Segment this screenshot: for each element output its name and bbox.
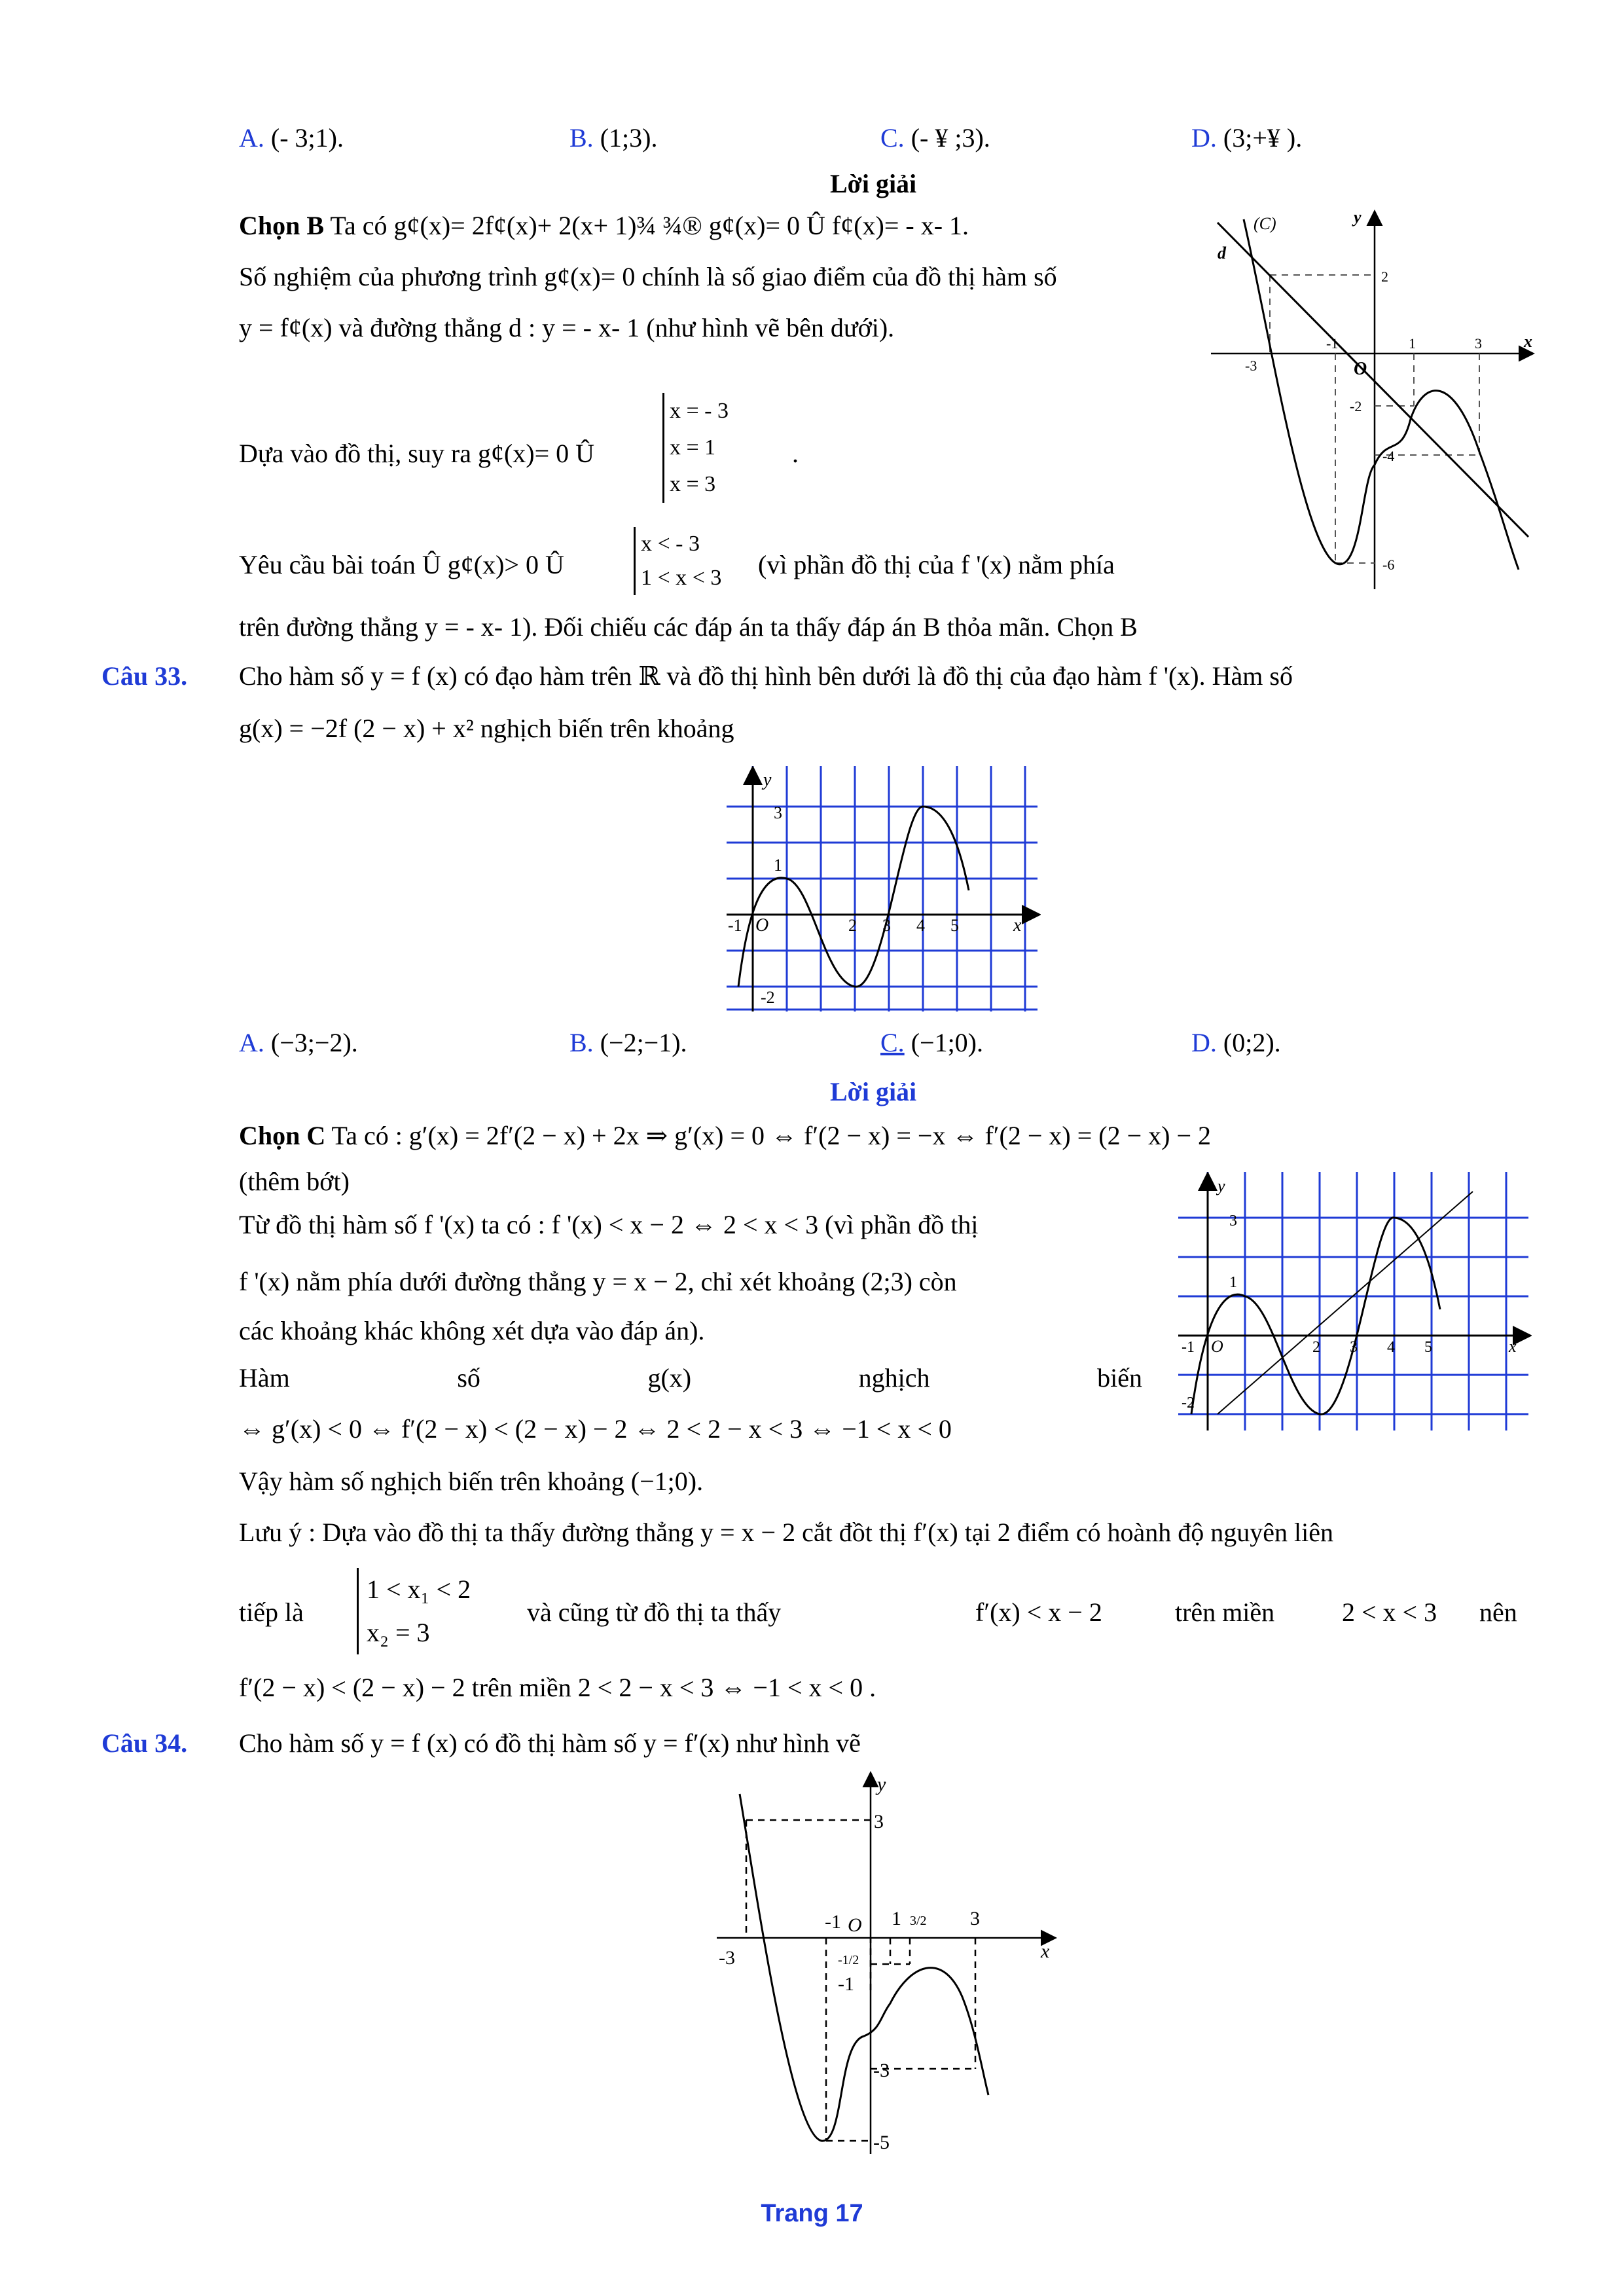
page-footer: Trang 17 bbox=[761, 2200, 863, 2227]
svg-text:3: 3 bbox=[774, 803, 782, 822]
q32-line-label: d bbox=[1218, 244, 1226, 263]
q33-s10d: trên miền bbox=[1175, 1597, 1275, 1627]
q34-label: Câu 34. bbox=[101, 1728, 188, 1758]
svg-text:x: x bbox=[1013, 915, 1022, 936]
q32-graph bbox=[1204, 203, 1538, 596]
svg-text:5: 5 bbox=[950, 916, 959, 935]
svg-text:-2: -2 bbox=[1350, 398, 1362, 414]
svg-text:1: 1 bbox=[1409, 335, 1416, 352]
svg-text:O: O bbox=[1211, 1337, 1223, 1356]
svg-text:5: 5 bbox=[1424, 1339, 1432, 1356]
q32-line-d bbox=[1218, 223, 1528, 537]
svg-text:y: y bbox=[1354, 208, 1362, 227]
q33-answer-a: A. (−3;−2). bbox=[239, 1028, 358, 1057]
q33-s9: Lưu ý : Dựa vào đồ thị ta thấy đường thẳng y = x − 2 cắt đồt thị f′(x) tại 2 điểm có hoành độ nguyên liên bbox=[239, 1518, 1333, 1547]
q34-stem: Cho hàm số y = f (x) có đồ thị hàm số y = f′(x) như hình vẽ bbox=[239, 1728, 861, 1758]
q32-answer-d: D. (3;+¥ ). bbox=[1191, 123, 1303, 153]
q33-stem2: g(x) = −2f (2 − x) + x² nghịch biến trên khoảng bbox=[239, 714, 734, 743]
q33-s10f: nên bbox=[1479, 1597, 1517, 1627]
q32-line2: Số nghiệm của phương trình g¢(x)= 0 chính là số giao điểm của đồ thị hàm số bbox=[239, 262, 1057, 291]
svg-text:x: x bbox=[1509, 1337, 1517, 1356]
svg-text:-4: -4 bbox=[1382, 448, 1395, 464]
q32-answer-b: B. (1;3). bbox=[569, 123, 658, 153]
q33-answer-d: D. (0;2). bbox=[1191, 1028, 1281, 1057]
svg-text:-5: -5 bbox=[873, 2132, 890, 2153]
q33-answer-c: C. (−1;0). bbox=[880, 1028, 983, 1057]
svg-text:y: y bbox=[763, 770, 772, 790]
svg-text:3/2: 3/2 bbox=[910, 1914, 927, 1928]
svg-text:-1: -1 bbox=[728, 916, 742, 935]
q33-s8: Vậy hàm số nghịch biến trên khoảng (−1;0). bbox=[239, 1467, 704, 1496]
q32-line4-cases: x = - 3 x = 1 x = 3 bbox=[662, 393, 729, 503]
svg-text:x: x bbox=[1524, 332, 1532, 351]
q32-answer-a: A. (- 3;1). bbox=[239, 123, 344, 153]
q32-solution-title: Lời giải bbox=[830, 169, 917, 198]
q32-line5-post: (vì phần đồ thị của f '(x) nằm phía bbox=[758, 550, 1115, 579]
q33-s5: các khoảng khác không xét dựa vào đáp án). bbox=[239, 1316, 705, 1345]
svg-text:1: 1 bbox=[774, 856, 782, 875]
svg-text:3: 3 bbox=[1229, 1212, 1237, 1230]
q33-s11: f′(2 − x) < (2 − x) − 2 trên miền 2 < 2 − x < 3 ⇔ −1 < x < 0 . bbox=[239, 1673, 876, 1702]
q33-answer-b: B. (−2;−1). bbox=[569, 1028, 687, 1057]
svg-text:3: 3 bbox=[1350, 1339, 1358, 1356]
svg-text:4: 4 bbox=[1387, 1339, 1395, 1356]
svg-text:4: 4 bbox=[916, 916, 925, 935]
svg-text:O: O bbox=[755, 915, 769, 936]
svg-text:-2: -2 bbox=[761, 988, 775, 1007]
q33-s6: Hàm số g(x) nghịch biến bbox=[239, 1363, 1142, 1393]
svg-text:3: 3 bbox=[970, 1908, 980, 1929]
svg-text:O: O bbox=[848, 1914, 862, 1936]
svg-text:-1/2: -1/2 bbox=[838, 1953, 859, 1967]
svg-text:2: 2 bbox=[1312, 1339, 1320, 1356]
q33-graph bbox=[727, 766, 1041, 1015]
q32-curve-label: (C) bbox=[1254, 214, 1276, 233]
svg-text:y: y bbox=[1218, 1176, 1225, 1195]
svg-text:-3: -3 bbox=[719, 1947, 735, 1969]
q32-line3: y = f¢(x) và đường thẳng d : y = - x- 1 (như hình vẽ bên dưới). bbox=[239, 313, 895, 342]
svg-text:3: 3 bbox=[882, 916, 891, 935]
svg-text:2: 2 bbox=[848, 916, 857, 935]
q33-s3: Từ đồ thị hàm số f '(x) ta có : f '(x) < x − 2 ⇔ 2 < x < 3 (vì phần đồ thị bbox=[239, 1210, 979, 1239]
svg-text:O: O bbox=[1354, 359, 1367, 379]
q32-line4: Dựa vào đồ thị, suy ra g¢(x)= 0 Û bbox=[239, 439, 595, 468]
svg-text:2: 2 bbox=[1381, 268, 1388, 285]
svg-text:-1: -1 bbox=[838, 1973, 854, 1995]
q33-s10-cases: 1 < x₁ < 2 x₂ = 3 bbox=[357, 1568, 471, 1654]
svg-text:-3: -3 bbox=[1245, 357, 1257, 374]
q33-s1: Chọn C Ta có : g′(x) = 2f′(2 − x) + 2x ⇒ g′(x) = 0 ⇔ f′(2 − x) = −x ⇔ f′(2 − x) = (2 − x) − 2 bbox=[239, 1121, 1212, 1150]
q32-line1: Chọn B Ta có g¢(x)= 2f¢(x)+ 2(x+ 1)¾ ¾® g¢(x)= 0 Û f¢(x)= - x- 1. bbox=[239, 211, 969, 240]
q33-s10c: f′(x) < x − 2 bbox=[975, 1597, 1102, 1627]
q33-s4: f '(x) nằm phía dưới đường thẳng y = x − 2, chỉ xét khoảng (2;3) còn bbox=[239, 1267, 957, 1296]
svg-text:3: 3 bbox=[874, 1811, 884, 1832]
q33-solution-title: Lời giải bbox=[830, 1077, 917, 1106]
svg-text:-1: -1 bbox=[1182, 1339, 1195, 1356]
q34-graph bbox=[713, 1768, 1080, 2160]
q33-curve bbox=[738, 807, 969, 987]
q32-line6: trên đường thẳng y = - x- 1). Đối chiếu các đáp án ta thấy đáp án B thỏa mãn. Chọn B bbox=[239, 612, 1138, 642]
q32-line5: Yêu cầu bài toán Û g¢(x)> 0 Û bbox=[239, 550, 564, 579]
q33-s2: (thêm bớt) bbox=[239, 1167, 350, 1196]
q33-solution-graph bbox=[1178, 1172, 1532, 1434]
q33-s10b: và cũng từ đồ thị ta thấy bbox=[527, 1597, 782, 1627]
q32-line5-cases: x < - 3 1 < x < 3 bbox=[634, 527, 721, 595]
svg-text:-1: -1 bbox=[825, 1911, 841, 1933]
svg-text:1: 1 bbox=[892, 1908, 901, 1929]
q33-s7: ⇔ g′(x) < 0 ⇔ f′(2 − x) < (2 − x) − 2 ⇔ 2 < 2 − x < 3 ⇔ −1 < x < 0 bbox=[239, 1414, 952, 1444]
q34-curve bbox=[740, 1794, 988, 2141]
svg-text:3: 3 bbox=[1475, 335, 1482, 352]
svg-text:-2: -2 bbox=[1182, 1394, 1195, 1412]
q33-stem1: Cho hàm số y = f (x) có đạo hàm trên ℝ và đồ thị hình bên dưới là đồ thị của đạo hàm f '(x). Hàm số bbox=[239, 661, 1293, 691]
q33-s10e: 2 < x < 3 bbox=[1342, 1597, 1437, 1627]
q33-label: Câu 33. bbox=[101, 661, 188, 691]
q33-s10a: tiếp là bbox=[239, 1597, 304, 1627]
svg-text:-3: -3 bbox=[873, 2060, 890, 2081]
svg-text:1: 1 bbox=[1229, 1274, 1237, 1291]
svg-text:-6: -6 bbox=[1382, 556, 1395, 573]
q32-answer-c: C. (- ¥ ;3). bbox=[880, 123, 990, 153]
svg-text:-1: -1 bbox=[1326, 335, 1339, 352]
svg-text:x: x bbox=[1041, 1941, 1050, 1962]
svg-text:y: y bbox=[877, 1774, 886, 1795]
